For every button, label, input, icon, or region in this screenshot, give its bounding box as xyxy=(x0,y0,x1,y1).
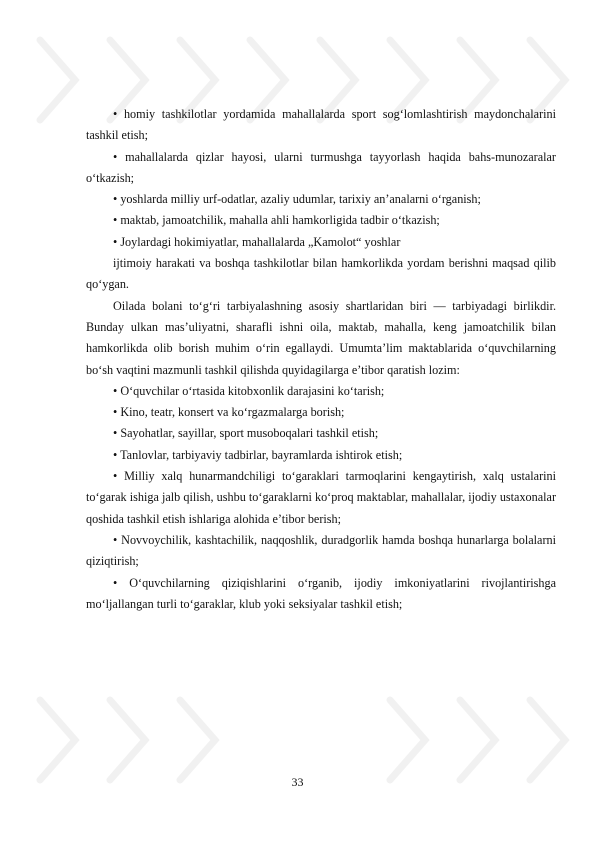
paragraph-6: ijtimoiy harakati va boshqa tashkilotlar bilan hamkorlikda yordam berishni maqsad qilib qo‘ygan. xyxy=(86,256,556,292)
paragraph-11: • Tanlovlar, tarbiyaviy tadbirlar, bayramlarda ishtirok etish; xyxy=(113,447,403,462)
paragraph-10: • Sayohatlar, sayillar, sport musoboqalari tashkil etish; xyxy=(113,426,379,441)
paragraph-9: • Kino, teatr, konsert va ko‘rgazmalarga borish; xyxy=(113,405,345,420)
paragraph-8: • O‘quvchilar o‘rtasida kitobxonlik darajasini ko‘tarish; xyxy=(113,383,385,398)
paragraph-3: • yoshlarda milliy urf-odatlar, azaliy udumlar, tarixiy an’analarni o‘rganish; xyxy=(113,192,481,207)
paragraph-2: • mahallalarda qizlar hayosi, ularni turmushga tayyorlash haqida bahs-munozaralar o‘tkazish; xyxy=(86,149,556,185)
paragraph-14: • O‘quvchilarning qiziqishlarini o‘rganib, ijodiy imkoniyatlarini rivojlantirishga mo‘ljallangan turli to‘garaklar, klub yoki seksiyalar tashkil etish; xyxy=(86,575,556,611)
paragraph-4: • maktab, jamoatchilik, mahalla ahli hamkorligida tadbir o‘tkazish; xyxy=(113,213,440,228)
paragraph-1: • homiy tashkilotlar yordamida mahallalarda sport sog‘lomlashtirish maydonchalarini tashkil etish; xyxy=(86,107,556,143)
body-text xyxy=(86,104,556,615)
paragraph-12: • Milliy xalq hunarmandchiligi to‘garaklari tarmoqlarini kengaytirish, xalq ustalarini to‘garak ishiga jalb qilish, ushbu to‘garaklarni ko‘proq maktablar, mahallalar, ijodiy ustaxonalar qoshida tashkil etish ishlariga alohida e’tibor berish; xyxy=(86,469,556,526)
paragraph-13: • Novvoychilik, kashtachilik, naqqoshlik, duradgorlik hamda boshqa hunarlarga bolalarni qiziqtirish; xyxy=(86,532,556,569)
paragraph-5: • Joylardagi hokimiyatlar, mahallalarda „Kamolot“ yoshlar xyxy=(113,234,401,249)
paragraph-7: Oilada bolani to‘g‘ri tarbiyalashning asosiy shartlaridan biri — tarbiyadagi birlikdir. Bunday ulkan mas’uliyatni, sharafli ishni oila, maktab, mahalla, keng jamoatchilik bilan hamkorlikda olib borish muhim o‘rin egallaydi. Umumta’lim maktablarida o‘quvchilarning bo‘sh vaqtini mazmunli tashkil qilishda quyidagilarga e’tibor qaratish lozim: xyxy=(86,298,556,377)
page-number: 33 xyxy=(291,775,304,789)
